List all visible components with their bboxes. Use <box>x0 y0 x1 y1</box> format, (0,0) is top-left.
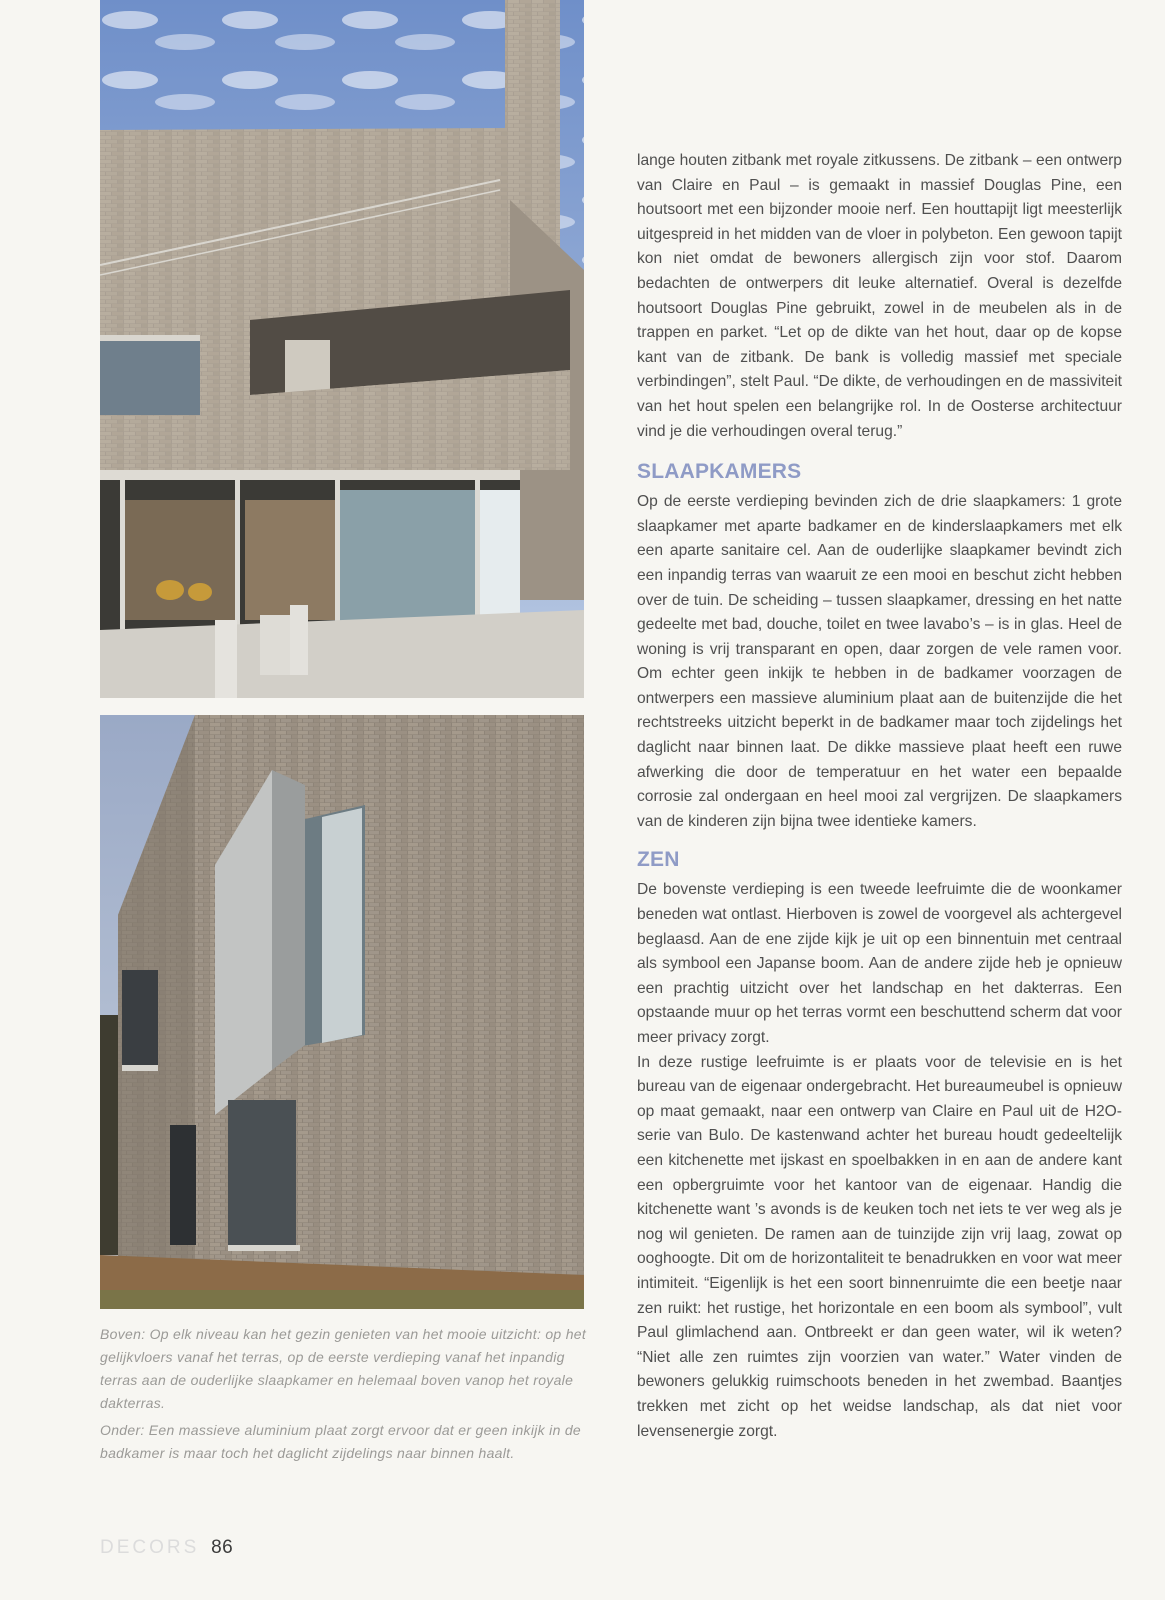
paragraph-zen-1: De bovenste verdieping is een tweede leefruimte die de woonkamer beneden wat ontlast. Hierboven is zowel de voorgevel als achtergevel beglaasd. Aan de ene zijde kijk je uit op een binnentuin met centraal als symbool een Japanse boom. Aan de andere zijde heb je opnieuw een prachtig uitzicht over het landschap en het dakterras. Een opstaande muur op het terras vormt een beschuttend scherm dat voor meer privacy zorgt. <box>637 881 1122 1046</box>
magazine-name: DECORS <box>100 1537 200 1558</box>
caption-bottom: Onder: Een massieve aluminium plaat zorgt ervoor dat er geen inkijk in de badkamer is maar toch het daglicht zijdelings naar binnen haalt. <box>100 1422 582 1461</box>
paragraph-zen-2: In deze rustige leefruimte is er plaats voor de televisie en is het bureau van de eigenaar ondergebracht. Het bureaumeubel is opnieuw op maat gemaakt, naar een ontwerp van Claire en Paul uit de H2O-serie van Bulo. De kastenwand achter het bureau houdt gedeeltelijk een kitchenette met ijskast en spoelbakken in en aan de andere kant een opbergruimte voor het kantoor van de eigenaar. Handig die kitchenette want ’s avonds is de keuken toch net iets te ver weg als je nog wil genieten. De ramen aan de tuinzijde zijn vrij laag, zowat op ooghoogte. Dit om de horizontaliteit te benadrukken en voor wat meer intimiteit. “Eigenlijk is het een soort binnenruimte die een beetje naar zen ruikt: het rustige, het horizontale en een boom als symbool”, vult Paul glimlachend aan. Ontbreekt er dan geen water, wil ik weten? “Niet alle zen ruimtes zijn voorzien van water.” Water vinden de bewoners gelukkig ruimschoots beneden in het zwembad. Baantjes trekken met zicht op het weidse landschap, als dat niet voor levensenergie zorgt. <box>637 1053 1122 1440</box>
caption-top: Boven: Op elk niveau kan het gezin genieten van het mooie uitzicht: op het gelijkvloers vanaf het terras, op de eerste verdieping vanaf het inpandig terras aan de ouderlijke slaapkamer en helemaal boven vanop het royale dakterras. <box>100 1326 587 1411</box>
heading-zen: ZEN <box>637 848 680 872</box>
page-number: 86 <box>211 1537 234 1558</box>
photo-house-terraces <box>100 0 584 698</box>
paragraph-bedrooms: Op de eerste verdieping bevinden zich de drie slaapkamers: 1 grote slaapkamer met aparte badkamer en de kinderslaapkamers met elk een aparte sanitaire cel. Aan de ouderlijke slaapkamer bevindt zich een inpandig terras van waaruit ze een mooi en beschut zicht hebben over de tuin. De scheiding – tussen slaapkamer, dressing en het natte gedeelte met bad, douche, toilet en twee lavabo’s – is in glas. Heel de woning is vrij transparant en open, daar zorgen de vele ramen voor. Om echter geen inkijk te hebben in de badkamer voorzagen de ontwerpers een massieve aluminium plaat aan de buitenzijde die het rechtstreeks uitzicht beperkt in de badkamer maar toch zijdelings het daglicht naar binnen laat. De dikke massieve plaat heeft een ruwe afwerking die door de temperatuur en het water een bepaalde corrosie zal ondergaan en heel mooi zal vergrijzen. De slaapkamers van de kinderen zijn bijna twee identieke kamers. <box>637 493 1122 830</box>
heading-slaapkamers: SLAAPKAMERS <box>637 460 802 484</box>
photo-captions <box>100 1323 590 1469</box>
page-footer <box>100 1537 233 1559</box>
article-body <box>637 149 1122 1444</box>
photo-aluminium-plate-facade <box>100 715 584 1309</box>
paragraph-intro: lange houten zitbank met royale zitkussens. De zitbank – een ontwerp van Claire en Paul – is gemaakt in massief Douglas Pine, een houtsoort met een bijzonder mooie nerf. Een houttapijt ligt meesterlijk uitgespreid in het midden van de vloer in polybeton. Een gewoon tapijt kon niet omdat de bewoners allergisch zijn voor stof. Daarom bedachten de ontwerpers dit leuke alternatief. Overal is dezelfde houtsoort Douglas Pine gebruikt, zowel in de meubelen als in de trappen en parket. “Let op de dikte van het hout, daar op de kopse kant van de zitbank. De bank is volledig massief met speciale verbindingen”, stelt Paul. “De dikte, de verhoudingen en de massiviteit van het hout spelen een belangrijke rol. In de Oosterse architectuur vind je die verhoudingen overal terug.” <box>637 152 1122 440</box>
